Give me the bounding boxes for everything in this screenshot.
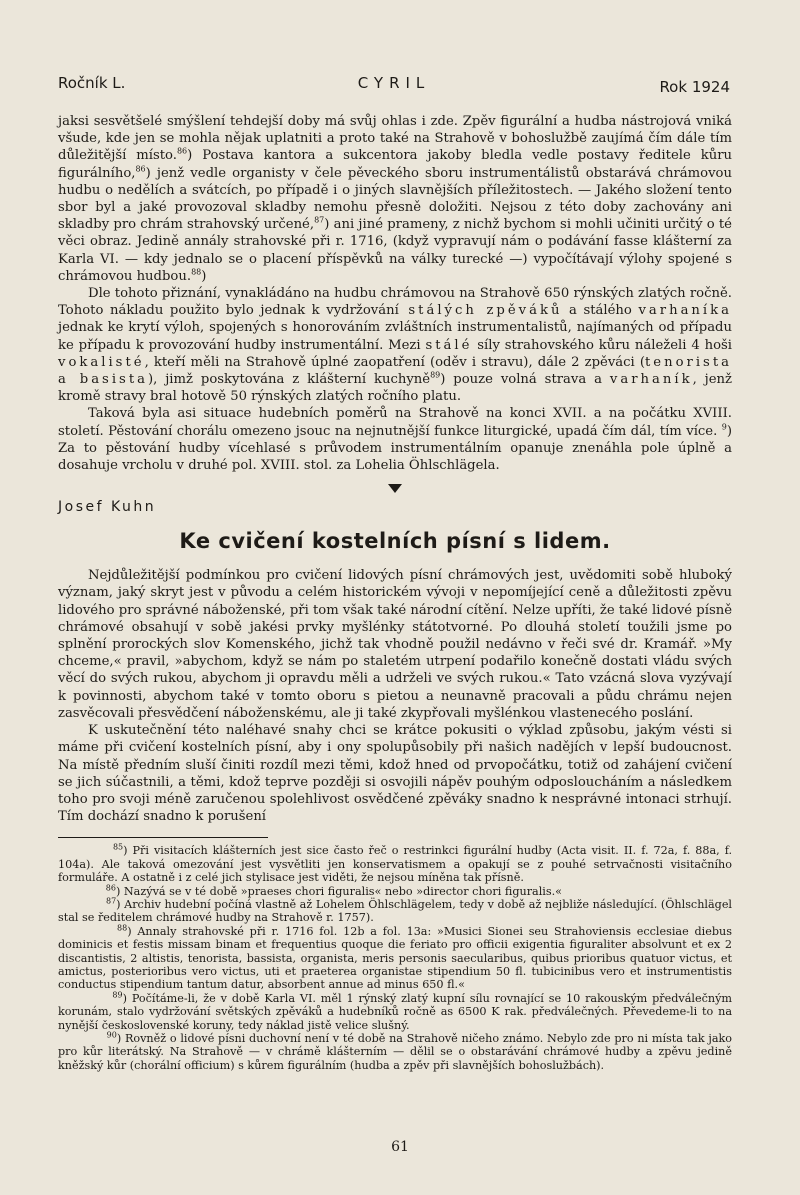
paragraph: Dle tohoto přiznání, vynakládáno na hudbu chrámovou na Strahově 650 rýnských zlatých ročně. Tohoto nákladu použito bylo jednak k vydržování stálých zpěváků a stálého varhaníka jednak ke krytí výloh, spojených s honorováním zvláštních instrumentalistů, najímaných od případu ke případu k provozování hudby instrumentální. Mezi stálé síly strahovského kůru náleželi 4 hoši vokalisté, kteří měli na Strahově úplné zaopatření (oděv i stravu), dále 2 zpěváci (tenorista a basista), jimž poskytována z klášterní kuchyně$^{89}$) pouze volná strava a varhaník, jenž kromě stravy bral hotově 50 rýnských zlatých ročního platu. (58, 286, 732, 405)
footnote-ref: 87 (314, 215, 325, 225)
footnote: $^{86}$) Nazývá se v té době »praeses chori figuralis« nebo »director chori figuralis.« (105, 882, 563, 898)
header-year: Rok 1924 (659, 78, 730, 96)
footnote-separator (58, 837, 268, 838)
page-body (58, 113, 732, 1072)
section-divider-triangle-icon (58, 478, 732, 497)
header-volume: Ročník L. (58, 74, 126, 92)
paragraph: Taková byla asi situace hudebních poměrů na Strahově na konci XVII. a na počátku XVIII. století. Pěstování chorálu omezeno jsouc na nejnutnější funkce liturgické, upadá čím dál, tím více. $^9$) Za to pěstování hudby vícehlasé s průvodem instrumentálním opanuje znenáhla pole úplně a dosahuje vrcholu v druhé pol. XVIII. stol. za Lohelia Öhlschlägela. (58, 406, 732, 474)
article-paragraph: K uskutečnění této naléhavé snahy chci se krátce pokusiti o výklad způsobu, jakým vésti si máme při cvičení kostelních písní, aby i ony spolupůsobily při našich nadějích v lepší budoucnost. Na místě předním sluší činiti rozdíl mezi těmi, kdož hned od prvopočátku, totiž od zahájení cvičení se jich súčastnili, a těmi, kdož teprve později si osvojili nápěv pouhým odposloucháním a následkem toho pro svoji méně zaručenou spolehlivost osvědčené zpěváky snadno k nesprávné intonaci strhují. Tím dochází snadno k porušení (58, 723, 732, 825)
running-header (58, 74, 730, 96)
footnote-ref: 86 (135, 164, 146, 174)
footnote: $^{89}$) Počítáme-li, že v době Karla VI. měl 1 rýnský zlatý kupní sílu rovnající se 10 rakouským předválečným korunám, stalo vydržování světských zpěváků a hudebníků ročně as 6500 K rak. předválečných. Převedeme-li to na nynější československé koruny, tedy náklad jistě velice slušný. (58, 990, 733, 1032)
footnotes (58, 844, 732, 1072)
footnote: $^{90}$) Rovněž o lidové písni duchovní není v té době na Strahově ničeho známo. Nebylo zde pro ni místa tak jako pro kůr literátský. Na Strahově — v chrámě klášterním — dělil se o obstarávání chrámové hudby a zpěvu jedině kněžský kůr (chorální officium) s kůrem figurálním (hudba a zpěv při slavnějších bohoslužbách). (58, 1030, 733, 1072)
header-journal-title: CYRIL (357, 74, 431, 92)
page-number: 61 (391, 1139, 409, 1155)
article-author: Josef Kuhn (58, 499, 157, 516)
footnote: $^{87}$) Archiv hudební počíná vlastně až Lohelem Öhlschlägelem, tedy v době až nejbliže následující. (Öhlschlägel stal se ředitelem chrámové hudby na Strahově r. 1757). (58, 896, 733, 925)
article-paragraph: Nejdůležitější podmínkou pro cvičení lidových písní chrámových jest, uvědomiti sobě hluboký význam, jaký skryt jest v původu a celém historickém vývoji v nepomíjející ceně a důležitosti zpěvu lidového pro správné náboženské, při tom však také národní cítění. Nelze upříti, že také lidové písně chrámové obsahují v sobě jakési prvky myšlénky státotvorné. Po dlouhá století toužili jsme po splnění prorockých slov Komenského, jichž tak vhodně použil nedávno v řeči své dr. Kramář. »My chceme,« pravil, »abychom, když se nám po staletém utrpení podařilo konečně dostati vládu svých věcí do svých rukou, abychom ji opravdu měli a udrželi ve svých rukou.« Tato vzácná slova vyzývají k povinnosti, abychom také v tomto oboru s pietou a neunavně pracovali a půdu chrámu nejen zasvěcovali přesvědčení náboženskému, ale ji také zkypřovali myšlénkou vlastenecého poslání. (58, 568, 733, 721)
article-title: Ke cvičení kostelních písní s lidem. (179, 529, 611, 554)
footnote-ref: 86 (176, 147, 188, 157)
footnote-ref: 88 (191, 267, 202, 277)
footnote: $^{85}$) Při visitacích klášterních jest sice často řeč o restrinkci figurální hudby (Acta visit. II. f. 72a, f. 88a, f. 104a). Ale taková omezování jest vysvětliti jen konservatismem a opakují se z pouhé setrvačnosti visitačního formuláře. A ostatně i z celé jich stylisace jest viděti, že nejsou míněna tak přísně. (58, 842, 733, 885)
footnote: $^{88}$) Annaly strahovské při r. 1716 fol. 12b a fol. 13a: »Musici Sionei seu Strahoviensis ecclesiae diebus dominicis et festis missam binam et frequentius quoque die feriato pro officii exigentia figuraliter absolvunt et ex 2 discantistis, 2 altistis, tenorista, bassista, organista, meris personis saecularibus, quibus prioribus quatuor victus, et amictus, posterioribus vero victus, uti et praeterea organistae stipendium 50 fl. tubicinibus vero et instrumentistis conductus stipendium tantum datur, absorbent annue ad minus 650 fl.« (58, 923, 732, 992)
footnote-ref: 9 (721, 422, 727, 432)
footnote-ref: 89 (430, 370, 441, 380)
paragraph: jaksi sesvětšelé smýšlení tehdejší doby má svůj ohlas i zde. Zpěv figurální a hudba nástrojová vniká všude, kde jen se mohla nějak uplatniti a proto také na Strahově v bohoslužbě zaujímá čím dále tím důležitější místo.$^{86}$) Postava kantora a sukcentora jakoby bledla vedle postavy ředitele kůru figurálního,$^{86}$) jenž vedle organisty v čele pěveckého sboru instrumentálistů obstarává chrámovou hudbu o nedělích a svátcích, po případě i o jiných slavnějších příležitostech. — Jakého složení tento sbor byl a jaké provozoval skladby nemohu přesně doložiti. Nejsou z této doby zachovány ani skladby pro chrám strahovský určené,$^{87}$) ani jiné prameny, z nichž bychom si mohli učiniti určitý o té věci obraz. Jedině annály strahovské při r. 1716, (když vypravují nám o podávání fasse klášterní za Karla VI. — kdy jednalo se o placení příspěvků na války turecké —) vypočítávají výlohy spojené s chrámovou hudbou.$^{88}$) (58, 114, 732, 284)
